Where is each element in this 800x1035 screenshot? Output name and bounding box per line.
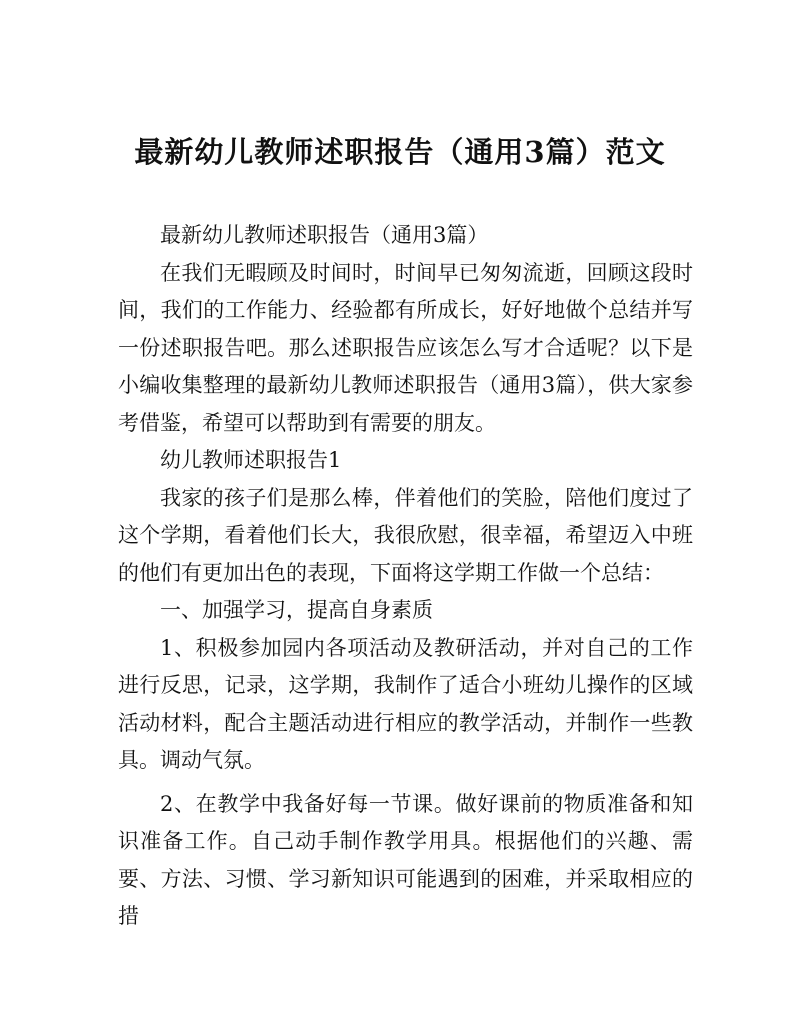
paragraph-summary: 我家的孩子们是那么棒，伴着他们的笑脸，陪他们度过了这个学期，看着他们长大，我很欣慰，很幸福，希望迈入中班的他们有更加出色的表现，下面将这学期工作做一个总结： — [118, 485, 693, 585]
paragraph-intro: 在我们无暇顾及时间时，时间早已匆匆流逝，回顾这段时间，我们的工作能力、经验都有所成长，好好地做个总结并写一份述职报告吧。那么述职报告应该怎么写才合适呢？以下是小编收集整理的最新幼儿教师述职报告（通用3篇），供大家参考借鉴，希望可以帮助到有需要的朋友。 — [118, 260, 693, 435]
paragraph-item-1: 1、积极参加园内各项活动及教研活动，并对自己的工作进行反思，记录，这学期，我制作了适合小班幼儿操作的区域活动材料，配合主题活动进行相应的教学活动，并制作一些教具。调动气氛。 — [118, 635, 693, 772]
document-body — [118, 217, 693, 936]
section-heading-1: 一、加强学习，提高自身素质 — [160, 598, 433, 622]
paragraph-report-heading: 幼儿教师述职报告1 — [160, 448, 342, 472]
paragraph-subtitle: 最新幼儿教师述职报告（通用3篇） — [160, 223, 489, 247]
paragraph-item-2: 2、在教学中我备好每一节课。做好课前的物质准备和知识准备工作。自己动手制作教学用具。根据他们的兴趣、需要、方法、习惯、学习新知识可能遇到的困难，并采取相应的措 — [118, 791, 693, 928]
document-title: 最新幼儿教师述职报告（通用3篇）范文 — [134, 135, 666, 169]
